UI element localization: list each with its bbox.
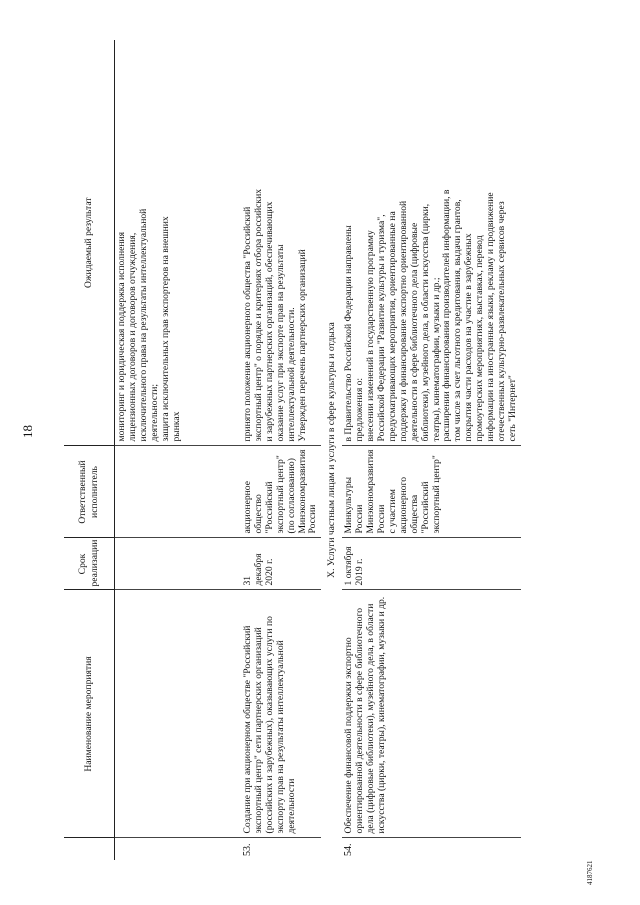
responsible-line: России (307, 504, 319, 534)
responsible-line: общества (408, 494, 420, 534)
result-line: в Правительство Российской Федерации направлены (343, 225, 355, 442)
result-line: том числе за счет льготного кредитования, выдачи грантов, (452, 199, 464, 442)
result-line: принято положение акционерного общества "Российский (242, 206, 253, 442)
result-line: исключительного права на результаты интеллектуальной (137, 208, 149, 442)
responsible-line: Минэкономразвития (365, 449, 377, 534)
result-line: информации на иностранные языки, рекламу и продвижение (485, 192, 497, 442)
table-header-row (64, 40, 115, 860)
measures-table (64, 40, 521, 860)
result-line: предложения о: (354, 377, 366, 442)
document-id: 4187621 (586, 860, 594, 885)
row-deadline: 31 декабря 2020 г. (241, 538, 321, 590)
result-line: экспортный центр" о порядке и критериях отбора российских (252, 188, 264, 442)
continuation-result (115, 40, 242, 446)
row-number: 53. (242, 843, 253, 856)
responsible-line: (по согласованию) (285, 458, 297, 534)
responsible-line: экспортный центр" (274, 455, 286, 534)
responsible-line: общество (252, 494, 264, 534)
row-name: Создание при акционерном обществе "Российский экспортный центр" сети партнерских организаций (российских и зарубежных), оказывающих услуги по экспорту прав на результаты интеллектуальной деятельности (241, 590, 321, 838)
result-line: отечественных культурно-развлекательных сервисов через (495, 201, 507, 442)
row-responsible (241, 446, 321, 538)
responsible-line: акционерного (397, 476, 409, 534)
result-line: и зарубежных партнерских организаций, обеспечивающих (263, 201, 275, 442)
result-line: мониторинг и юридическая поддержка исполнения (116, 231, 127, 442)
row-result (241, 40, 321, 446)
section-heading-row (321, 40, 342, 860)
result-line: предусматривающих мероприятия, ориентированные на (386, 211, 398, 442)
table-row-53 (241, 40, 321, 860)
result-line: деятельности; (148, 383, 160, 442)
result-line: театры), кинематографии, музыки и др.; (430, 277, 442, 442)
result-line: промоутерских мероприятиях, выставках, перевод (474, 235, 486, 442)
responsible-line: "Российский (263, 481, 275, 534)
table-row-continuation (115, 40, 242, 860)
result-line: интеллектуальной деятельности. (285, 307, 297, 442)
result-line: покрытия части расходов на участие в зарубежных (463, 233, 475, 442)
responsible-line: экспортный центр" (430, 455, 442, 534)
result-line: рынках (170, 411, 182, 442)
page-number: 18 (20, 425, 35, 438)
row-number: 54. (343, 843, 355, 856)
section-title: X. Услуги частным лицам и услуги в сфере культуры и отдыха (326, 322, 338, 578)
header-number (64, 838, 115, 860)
responsible-line: Минэкономразвития (296, 449, 308, 534)
responsible-line: Минкультуры (343, 476, 355, 534)
header-name: Наименование мероприятия (64, 590, 115, 838)
result-line: поддержку и финансирование экспортно ориентированной (397, 200, 409, 442)
result-line: защита исключительных прав экспортеров на внешних (159, 216, 171, 442)
responsible-line: России (354, 504, 366, 534)
row-deadline: 1 октября 2019 г. (342, 538, 521, 590)
result-line: библиотеки), музейного дела, в области искусства (цирки, (419, 203, 431, 442)
result-line: сеть "Интернет" (506, 375, 518, 442)
header-responsible: Ответственный исполнитель (64, 446, 115, 538)
row-responsible (342, 446, 521, 538)
result-line: расширении финансирования производителей информации, в (441, 189, 453, 442)
responsible-line: России (375, 504, 387, 534)
header-deadline: Срок реализации (64, 538, 115, 590)
result-line: внесении изменений в государственную программу (365, 230, 377, 442)
header-result: Ожидаемый результат (64, 40, 115, 446)
result-line: Утвержден перечень партнерских организаций (296, 249, 308, 442)
result-line: Российской Федерации "Развитие культуры и туризма", (375, 214, 387, 442)
rotated-table-page (64, 40, 544, 860)
result-line: оказание услуг при экспорте прав на результаты (274, 244, 286, 442)
row-result (342, 40, 521, 446)
responsible-line: с участием (386, 489, 398, 534)
responsible-line: "Российский (419, 481, 431, 534)
result-line: лицензионных договоров и договоров отчуждения, (126, 232, 138, 442)
table-row-54 (342, 40, 521, 860)
responsible-line: акционерное (242, 481, 253, 534)
result-line: деятельности в сфере библиотечного дела (цифровые (408, 222, 420, 442)
row-name: Обеспечение финансовой поддержки экспортно ориентированной деятельности в сфере библиотечного дела (цифровые библиотеки), музейного дела, в области искусства (цирки, театры), кинематографии, музыки и др. (342, 590, 521, 838)
